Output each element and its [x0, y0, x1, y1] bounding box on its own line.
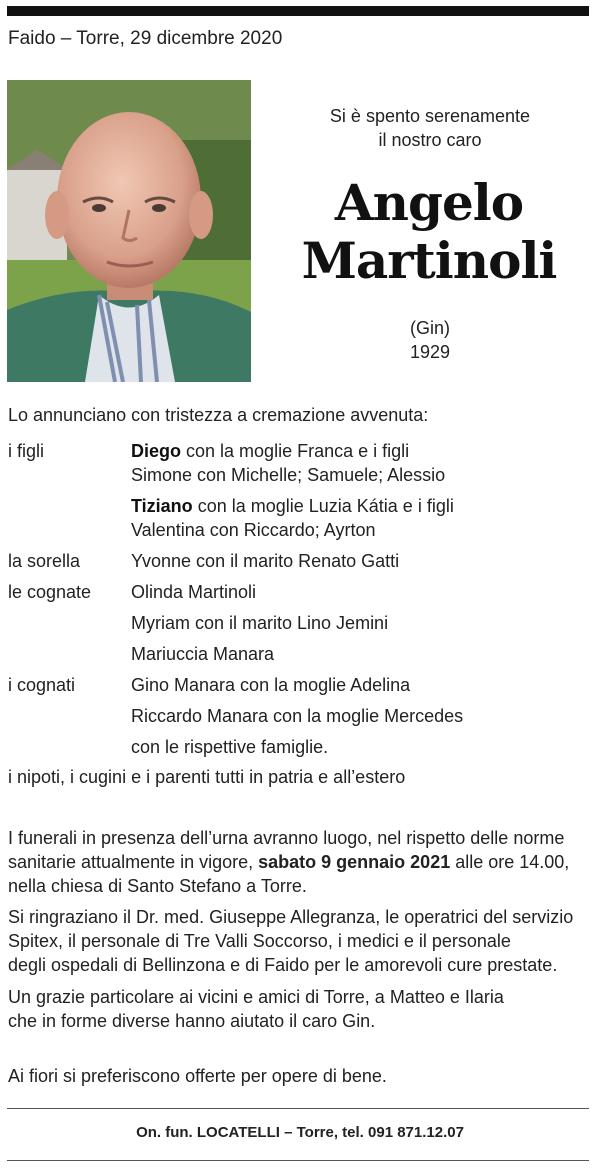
deceased-name	[290, 174, 568, 290]
thanks-paragraph	[8, 905, 593, 977]
funeral-text: sanitarie attualmente in vigore,	[8, 852, 259, 872]
thanks-line: degli ospedali di Bellinzona e di Faido per le amorevoli cure prestate.	[8, 955, 558, 975]
family-member: Valentina con Riccardo; Ayrton	[131, 520, 376, 540]
family-member: Gino Manara con la moglie Adelina	[131, 675, 411, 695]
family-member	[131, 439, 409, 463]
special-thanks-line: Un grazie particolare ai vicini e amici di Torre, a Matteo e Ilaria	[8, 987, 504, 1007]
member-detail: con la moglie Franca e i figli	[181, 441, 410, 461]
family-member: Yvonne con il marito Renato Gatti	[131, 551, 400, 571]
announcement: Lo annunciano con tristezza a cremazione avvenuta:	[8, 405, 429, 425]
funeral-line: nella chiesa di Santo Stefano a Torre.	[8, 876, 307, 896]
flowers-note: Ai fiori si preferiscono offerte per opere di bene.	[8, 1066, 387, 1086]
nickname: (Gin)	[410, 318, 450, 338]
family-member: Myriam con il marito Lino Jemini	[131, 613, 389, 633]
place-date: Faido – Torre, 29 dicembre 2020	[8, 28, 283, 49]
nickname-block	[400, 316, 460, 364]
relation-label: i figli	[8, 441, 45, 461]
top-rule	[7, 6, 589, 16]
funeral-text: alle ore 14.00,	[450, 852, 570, 872]
member-name-bold: Tiziano	[131, 496, 193, 516]
funeral-line	[8, 850, 593, 874]
intro-line-2: il nostro caro	[378, 130, 482, 150]
funeral-line: I funerali in presenza dell’urna avranno luogo, nel rispetto delle norme	[8, 828, 565, 848]
thanks-line: Spitex, il personale di Tre Valli Soccorso, i medici e il personale	[8, 931, 511, 951]
portrait-photo	[7, 80, 251, 382]
relation-label: i nipoti, i cugini e i parenti tutti in patria e all’estero	[8, 767, 406, 787]
divider	[7, 1108, 589, 1109]
relation-label: la sorella	[8, 551, 81, 571]
relation-label: i cognati	[8, 675, 76, 695]
family-member: Mariuccia Manara	[131, 644, 275, 664]
birth-year: 1929	[409, 342, 451, 362]
member-name-bold: Diego	[131, 441, 182, 461]
funeral-home-footer: On. fun. LOCATELLI – Torre, tel. 091 871.12.07	[136, 1124, 464, 1141]
first-name: Angelo	[334, 173, 524, 232]
divider	[7, 1160, 589, 1161]
funeral-date: sabato 9 gennaio 2021	[258, 852, 451, 872]
family-member: con le rispettive famiglie.	[131, 737, 329, 757]
member-detail: con la moglie Luzia Kátia e i figli	[192, 496, 454, 516]
thanks-line: Si ringraziano il Dr. med. Giuseppe Allegranza, le operatrici del servizio	[8, 907, 574, 927]
intro-text	[300, 104, 560, 152]
relation-label: le cognate	[8, 582, 92, 602]
family-member: Olinda Martinoli	[131, 582, 257, 602]
family-member: Simone con Michelle; Samuele; Alessio	[131, 465, 446, 485]
family-member: Riccardo Manara con la moglie Mercedes	[131, 706, 464, 726]
funeral-paragraph	[8, 826, 593, 898]
last-name: Martinoli	[301, 231, 557, 290]
intro-line-1: Si è spento serenamente	[329, 106, 531, 126]
family-member	[131, 494, 454, 518]
special-thanks-paragraph	[8, 985, 593, 1033]
special-thanks-line: che in forme diverse hanno aiutato il caro Gin.	[8, 1011, 376, 1031]
